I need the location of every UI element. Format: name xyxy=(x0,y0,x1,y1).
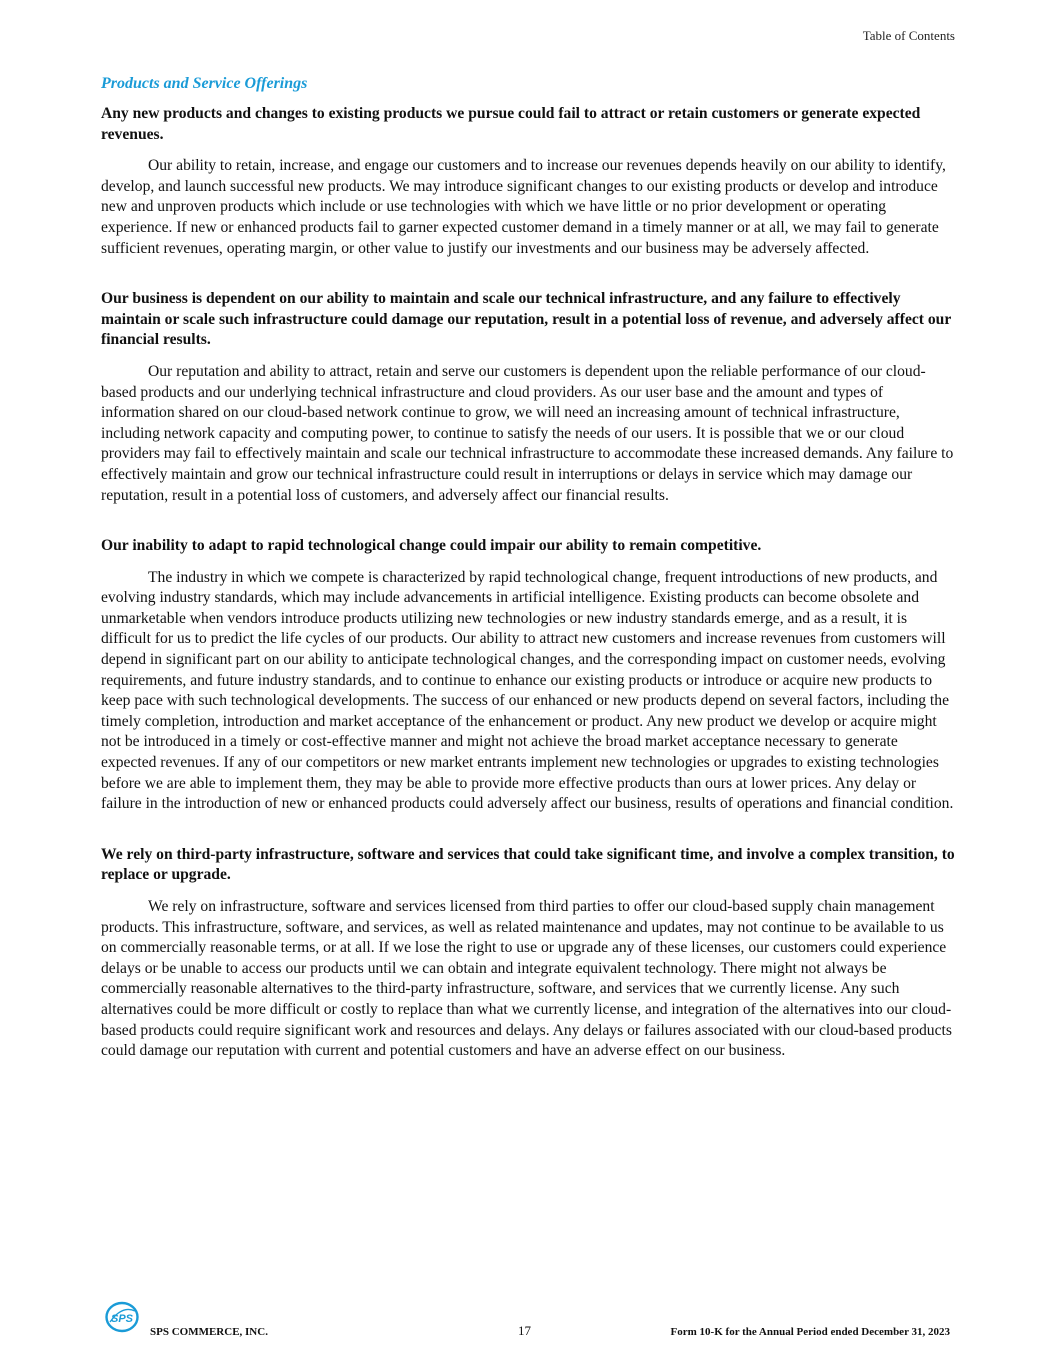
sps-logo-icon xyxy=(104,1300,140,1334)
risk-heading: We rely on third-party infrastructure, software and services that could take significant time, and involve a complex transition, to replace or upgrade. xyxy=(101,845,955,884)
risk-heading: Our business is dependent on our ability to maintain and scale our technical infrastructure, and any failure to effectively maintain or scale such infrastructure could damage our reputation, result in a potential loss of revenue, and adversely affect our financial results. xyxy=(101,290,951,349)
risk-body: We rely on infrastructure, software and services licensed from third parties to offer our cloud-based supply chain management products. This infrastructure, software, and services, as well as related maintenance and updates, may not continue to be available to us on commercially reasonable terms, or at all. If we lose the right to use or upgrade any of these licenses, our customers could experience delays or be unable to access our products until we can obtain and integrate equivalent technology. There might not always be commercially reasonable alternatives to the third-party infrastructure, software, and services that we currently license. Any such alternatives could be more difficult or costly to replace than what we currently license, and integration of the alternatives into our cloud-based products could require significant work and resources and delays. Any delays or failures associated with our cloud-based products could damage our reputation with current and potential customers and have an adverse effect on our business. xyxy=(101,898,952,1060)
risk-heading: Any new products and changes to existing products we pursue could fail to attract or retain customers or generate expected revenues. xyxy=(101,105,921,143)
risk-body: Our reputation and ability to attract, retain and serve our customers is dependent upon the reliable performance of our cloud-based products and our underlying technical infrastructure and cloud providers. As our user base and the amount and types of information shared on our cloud-based network continue to grow, we will need an increasing amount of technical infrastructure, including network capacity and computing power, to continue to satisfy the needs of our users. It is possible that we or our cloud providers may fail to effectively maintain and scale our technical infrastructure to accommodate these increased demands. Any failure to effectively maintain and grow our technical infrastructure could result in interruptions or delays in service which may damage our reputation, result in a potential loss of customers, and adversely affect our financial results. xyxy=(101,362,954,504)
company-name: SPS COMMERCE, INC. xyxy=(150,1326,268,1338)
page-footer xyxy=(0,1300,1055,1350)
risk-factor xyxy=(101,536,955,815)
risk-factor xyxy=(101,289,955,506)
risk-body: Our ability to retain, increase, and engage our customers and to increase our revenues depends heavily on our ability to identify, develop, and launch successful new products. We may introduce significant changes to our existing products or develop and introduce new and unproven products which include or use technologies with which we have little or no prior development or operating experience. If new or enhanced products fail to garner expected customer demand in a timely manner or at all, we may fail to generate sufficient revenues, operating margin, or other value to justify our investments and our business may be adversely affected. xyxy=(101,157,946,257)
document-content xyxy=(101,74,955,1092)
form-label: Form 10-K for the Annual Period ended December 31, 2023 xyxy=(670,1326,950,1338)
section-title: Products and Service Offerings xyxy=(101,75,308,92)
risk-factor xyxy=(101,845,955,1062)
risk-factor xyxy=(101,104,955,259)
logo-text: SPS xyxy=(110,1313,134,1325)
table-of-contents-link[interactable]: Table of Contents xyxy=(862,28,955,43)
risk-heading: Our inability to adapt to rapid technological change could impair our ability to remain competitive. xyxy=(101,537,762,555)
risk-body: The industry in which we compete is characterized by rapid technological change, frequent introductions of new products, and evolving industry standards, which may include advancements in artificial intelligence. Existing products can become obsolete and unmarketable when vendors introduce products utilizing new technologies or new industry standards emerge, and as a result, it is difficult for us to predict the life cycles of our products. Our ability to attract new customers and increase revenues from customers will depend in significant part on our ability to anticipate technological changes, and the corresponding impact on customer needs, evolving requirements, and future industry standards, and to continue to enhance our existing products or introduce or acquire new products to keep pace with such technological developments. The success of our enhanced or new products depend on several factors, including the timely completion, introduction and market acceptance of the enhancement or product. Any new product we develop or acquire might not be introduced in a timely or cost-effective manner and might not achieve the broad market acceptance necessary to generate expected revenues. If any of our competitors or new market entrants implement new technologies or upgrades to existing technologies before we are able to implement them, they may be able to provide more effective products than ours at lower prices. Any delay or failure in the introduction of new or enhanced products could adversely affect our business, results of operations and financial condition. xyxy=(101,568,954,813)
page-number: 17 xyxy=(518,1323,531,1338)
